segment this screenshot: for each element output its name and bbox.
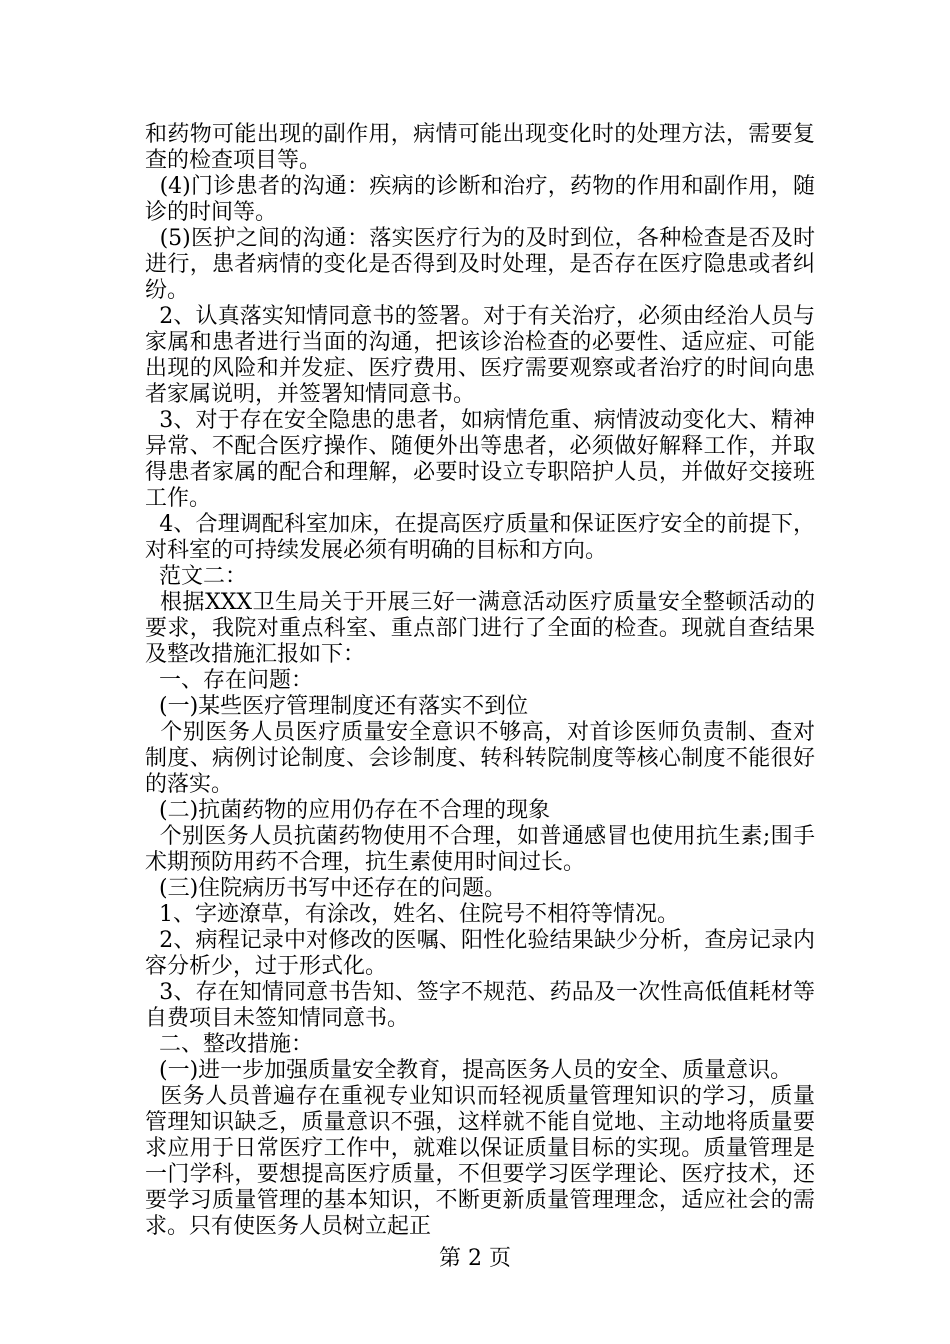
paragraph: 个别医务人员抗菌药物使用不合理，如普通感冒也使用抗生素;围手术期预防用药不合理，抗生素使用时间过长。	[145, 824, 815, 875]
paragraph: 3、对于存在安全隐患的患者，如病情危重、病情波动变化大、精神异常、不配合医疗操作、随便外出等患者，必须做好解释工作，并取得患者家属的配合和理解，必要时设立专职陪护人员，并做好交接班工作。	[145, 408, 815, 511]
subsection-heading: (一)进一步加强质量安全教育，提高医务人员的安全、质量意识。	[145, 1058, 793, 1083]
paragraph: (5)医护之间的沟通：落实医疗行为的及时到位，各种检查是否及时进行，患者病情的变化是否得到及时处理，是否存在医疗隐患或者纠纷。	[145, 226, 815, 303]
subsection-heading: (一)某些医疗管理制度还有落实不到位	[145, 694, 529, 719]
paragraph: 医务人员普遍存在重视专业知识而轻视质量管理知识的学习，质量管理知识缺乏，质量意识不强，这样就不能自觉地、主动地将质量要求应用于日常医疗工作中，就难以保证质量目标的实现。质量管理是一门学科，要想提高医疗质量，不但要学习医学理论、医疗技术，还要学习质量管理的基本知识，不断更新质量管理理念，适应社会的需求。只有使医务人员树立起正	[145, 1084, 815, 1239]
list-item: 3、存在知情同意书告知、签字不规范、药品及一次性高低值耗材等自费项目未签知情同意书。	[145, 980, 815, 1031]
document-body	[145, 122, 815, 1240]
subsection-heading: (二)抗菌药物的应用仍存在不合理的现象	[145, 798, 551, 823]
subsection-heading: (三)住院病历书写中还存在的问题。	[145, 876, 507, 901]
paragraph: 4、合理调配科室加床，在提高医疗质量和保证医疗安全的前提下，对科室的可持续发展必须有明确的目标和方向。	[145, 512, 815, 563]
paragraph: 个别医务人员医疗质量安全意识不够高，对首诊医师负责制、查对制度、病例讨论制度、会诊制度、转科转院制度等核心制度不能很好的落实。	[145, 720, 815, 797]
paragraph: 根据XXX卫生局关于开展三好一满意活动医疗质量安全整顿活动的要求，我院对重点科室、重点部门进行了全面的检查。现就自查结果及整改措施汇报如下：	[145, 590, 815, 667]
paragraph: 和药物可能出现的副作用，病情可能出现变化时的处理方法，需要复查的检查项目等。	[145, 122, 815, 173]
section-heading: 二、整改措施：	[145, 1032, 314, 1057]
paragraph: 2、认真落实知情同意书的签署。对于有关治疗，必须由经治人员与家属和患者进行当面的沟通，把该诊治检查的必要性、适应症、可能出现的风险和并发症、医疗费用、医疗需要观察或者治疗的时间向患者家属说明，并签署知情同意书。	[145, 304, 815, 407]
section-heading: 范文二：	[145, 564, 248, 589]
section-heading: 一、存在问题：	[145, 668, 314, 693]
page-number: 第 2 页	[439, 1246, 511, 1271]
list-item: 1、字迹潦草，有涂改，姓名、住院号不相符等情况。	[145, 902, 679, 927]
paragraph: (4)门诊患者的沟通：疾病的诊断和治疗，药物的作用和副作用，随诊的时间等。	[145, 174, 815, 225]
list-item: 2、病程记录中对修改的医嘱、阳性化验结果缺少分析，查房记录内容分析少，过于形式化。	[145, 928, 815, 979]
